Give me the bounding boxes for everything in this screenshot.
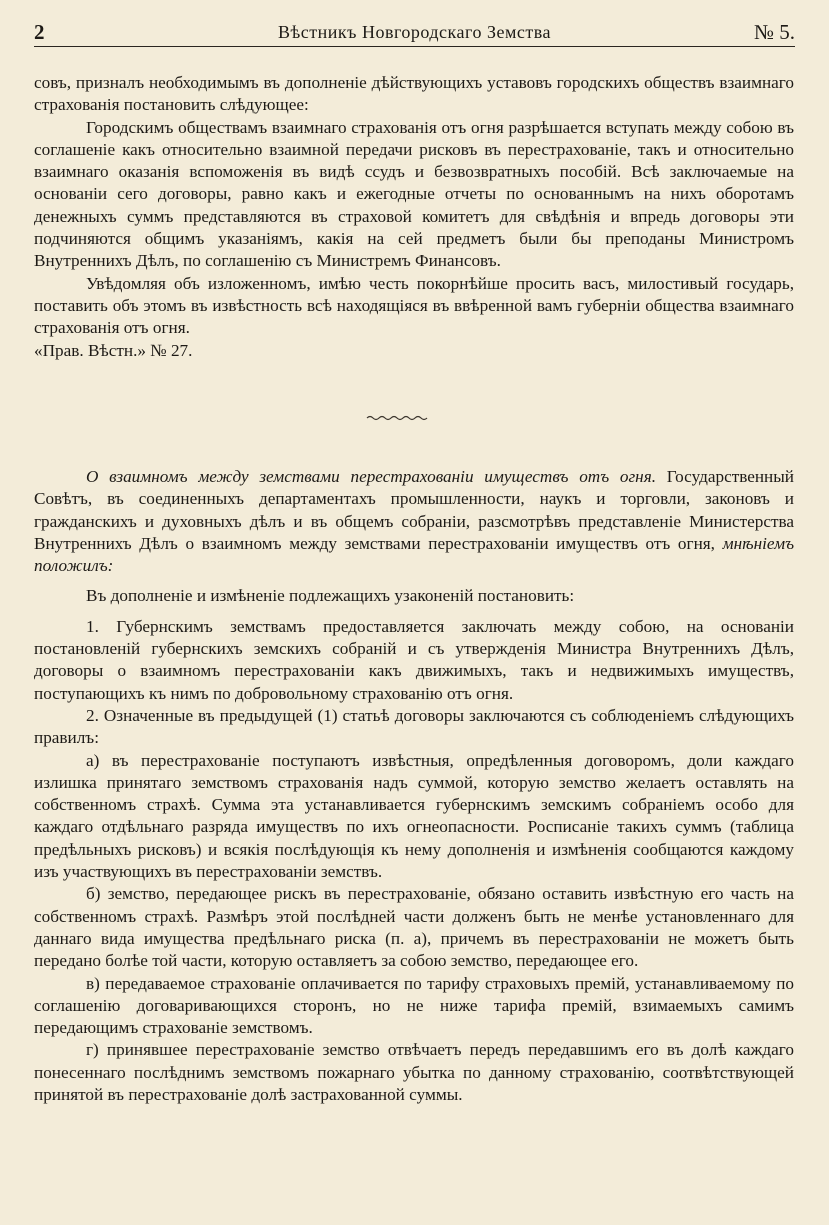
source-citation: «Прав. Вѣстн.» № 27. <box>34 340 193 360</box>
page-number: 2 <box>34 20 45 44</box>
wavy-divider <box>366 414 428 422</box>
clause-g: г) принявшее перестрахованіе земство отвѣчаетъ передъ передавшимъ его въ долѣ каждаго понесеннаго послѣднимъ земствомъ пожарнаго убытка по данному страхованію, соотвѣтствующей принятой въ перестрахованіе долѣ застрахованной суммы. <box>34 1040 794 1105</box>
page-header <box>34 18 795 47</box>
article-1: 1. Губернскимъ земствамъ предоставляется заключать между собою, на основаніи постановленій губернскихъ земскихъ собраній и съ утвержденія Министра Внутреннихъ Дѣлъ, договоры о взаимномъ перестрахованіи какъ движимыхъ, такъ и недвижимыхъ имуществъ, поступающихъ къ нимъ по добровольному страхованію отъ огня. <box>34 616 794 703</box>
section-1 <box>34 72 794 362</box>
section-heading: О взаимномъ между земствами перестрахованіи имуществъ отъ огня. <box>86 467 656 486</box>
intro-italic: мнѣніемъ положилъ: <box>34 533 794 576</box>
clause-a: а) въ перестрахованіе поступаютъ извѣстныя, опредѣленныя договоромъ, доли каждаго излишка принятаго земствомъ страхованія надъ суммой, которую земство желаетъ оставлять на собственномъ страхѣ. Сумма эта устанавливается губернскимъ земскимъ собраніемъ особо для каждаго отдѣльнаго разряда имуществъ по ихъ огнеопасности. Росписаніе такихъ суммъ (таблица предѣльныхъ рисковъ) и всякія послѣдующія къ нему дополненія и измѣненія сообщаются каждому изъ участвующихъ въ перестрахованіи земствъ. <box>34 750 794 882</box>
issue-number: № 5. <box>753 20 795 44</box>
intro-text: Государственный Совѣтъ, въ соединенныхъ департаментахъ промышленности, наукъ и торговли, законовъ и гражданскихъ и духовныхъ дѣлъ и въ общемъ собраніи, разсмотрѣвъ представленіе Министерства Внутреннихъ Дѣлъ о взаимномъ между земствами перестрахованіи имуществъ отъ огня, <box>34 467 794 553</box>
decree-intro <box>34 466 794 577</box>
paragraph: Увѣдомляя объ изложенномъ, имѣю честь покорнѣйше просить васъ, милостивый государь, поставить объ этомъ въ извѣстность всѣ находящіяся въ ввѣренной вамъ губерніи общества взаимнаго страхованія отъ огня. <box>34 273 794 338</box>
article-2: 2. Означенные въ предыдущей (1) статьѣ договоры заключаются съ соблюденіемъ слѣдующихъ правилъ: <box>34 705 794 748</box>
clause-b: б) земство, передающее рискъ въ перестрахованіе, обязано оставить извѣстную его часть на собственномъ страхѣ. Размѣръ этой послѣдней части долженъ быть не менѣе установленнаго для даннаго вида имущества предѣльнаго риска (п. а), причемъ въ перестрахованіи не можетъ быть передано болѣе той части, которую оставляетъ за собою земство, передающее его. <box>34 884 794 971</box>
paragraph: совъ, призналъ необходимымъ въ дополненіе дѣйствующихъ уставовъ городскихъ обществъ взаимнаго страхованія постановить слѣдующее: <box>34 73 794 115</box>
clause-v: в) передаваемое страхованіе оплачивается по тарифу страховыхъ премій, устанавливаемому по соглашенію договаривающихся сторонъ, но не ниже тарифа премій, взимаемыхъ самимъ передающимъ страхованіе земствомъ. <box>34 973 794 1038</box>
section-2 <box>34 466 794 1106</box>
paragraph: Городскимъ обществамъ взаимнаго страхованія отъ огня разрѣшается вступать между собою въ соглашеніе какъ относительно взаимной передачи рисковъ въ перестрахованіе, такъ и относительно взаимнаго оказанія вспоможенія въ видѣ ссудъ и безвозвратныхъ пособій. Всѣ заключаемые на основаніи сего договоры, равно какъ и ежегодные отчеты по основаннымъ на нихъ оборотамъ денежныхъ суммъ представляются въ страховой комитетъ для свѣдѣнія и впредь договоры эти подчиняются общимъ указаніямъ, какія на сей предметъ были бы преподаны Министромъ Внутреннихъ Дѣлъ, по соглашенію съ Министремъ Финансовъ. <box>34 117 794 271</box>
decree-line: Въ дополненіе и измѣненіе подлежащихъ узаконеній постановить: <box>86 586 575 606</box>
journal-title: Вѣстникъ Новгородскаго Земства <box>278 22 551 42</box>
